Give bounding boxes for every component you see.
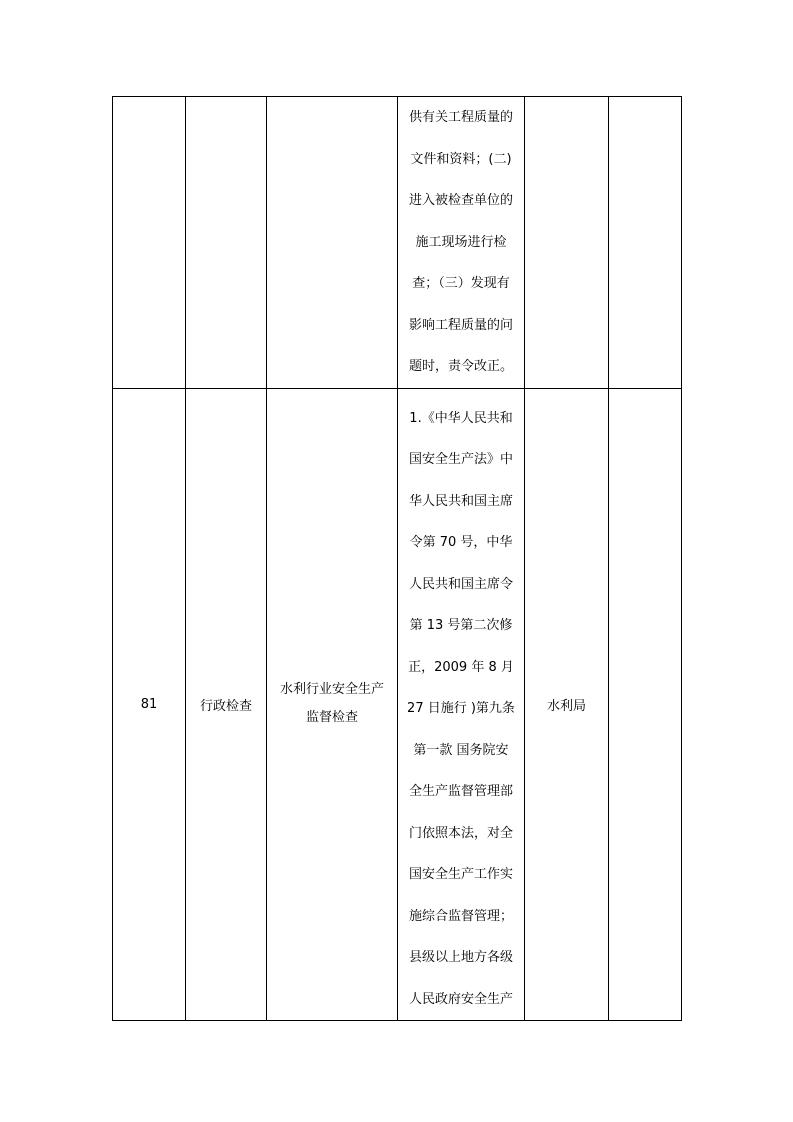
cell-category [186, 97, 267, 389]
item-number: 81 [140, 696, 158, 712]
legal-basis-line: 人民共和国主席令 [408, 576, 513, 592]
legal-basis-line: 国安全生产工作实 [408, 867, 513, 882]
cell-category [186, 388, 267, 1021]
legal-basis-line: 文件和资料；(二) [410, 151, 512, 167]
legal-basis-line: 令第 70 号，中华 [409, 535, 513, 550]
legal-basis-line: 1.《中华人民共和 [409, 410, 513, 426]
cell-legal-basis [398, 97, 525, 389]
item-category: 行政检查 [199, 698, 252, 714]
legal-basis-line: 正，2009 年 8 月 [408, 659, 514, 675]
cell-department [525, 97, 609, 389]
legal-basis-line: 27 日施行 )第九条 [407, 701, 515, 716]
legal-basis-line: 施工现场进行检 [415, 234, 507, 250]
cell-department [525, 388, 609, 1021]
legal-basis-line: 国安全生产法》中 [408, 452, 513, 467]
legal-basis-line: 门依照本法，对全 [408, 825, 513, 841]
legal-basis-line: 施综合监督管理； [408, 908, 513, 924]
legal-basis-line: 华人民共和国主席 [408, 493, 513, 509]
item-name-line: 监督检查 [305, 710, 358, 726]
table-row [113, 97, 682, 389]
inspection-table [112, 96, 682, 1021]
cell-item [267, 388, 398, 1021]
legal-basis-line: 第一款 国务院安 [413, 742, 509, 758]
legal-basis-line: 人民政府安全生产 [408, 991, 513, 1007]
cell-number [113, 97, 186, 389]
legal-basis-line: 查；（三）发现有 [412, 276, 510, 291]
legal-basis-line: 题时，责令改正。 [408, 359, 513, 374]
table-row [113, 388, 682, 1021]
legal-basis-line: 全生产监督管理部 [408, 784, 513, 799]
cell-number [113, 388, 186, 1021]
legal-basis-line: 县级以上地方各级 [408, 950, 513, 965]
legal-basis-line: 供有关工程质量的 [408, 110, 513, 125]
cell-item [267, 97, 398, 389]
cell-legal-basis [398, 388, 525, 1021]
item-name-line: 水利行业安全生产 [279, 682, 384, 698]
legal-basis-line: 进入被检查单位的 [408, 193, 513, 208]
legal-basis-line: 第 13 号第二次修 [409, 618, 513, 633]
cell-remark [609, 97, 682, 389]
item-department: 水利局 [546, 698, 586, 714]
cell-remark [609, 388, 682, 1021]
legal-basis-line: 影响工程质量的问 [408, 317, 513, 333]
